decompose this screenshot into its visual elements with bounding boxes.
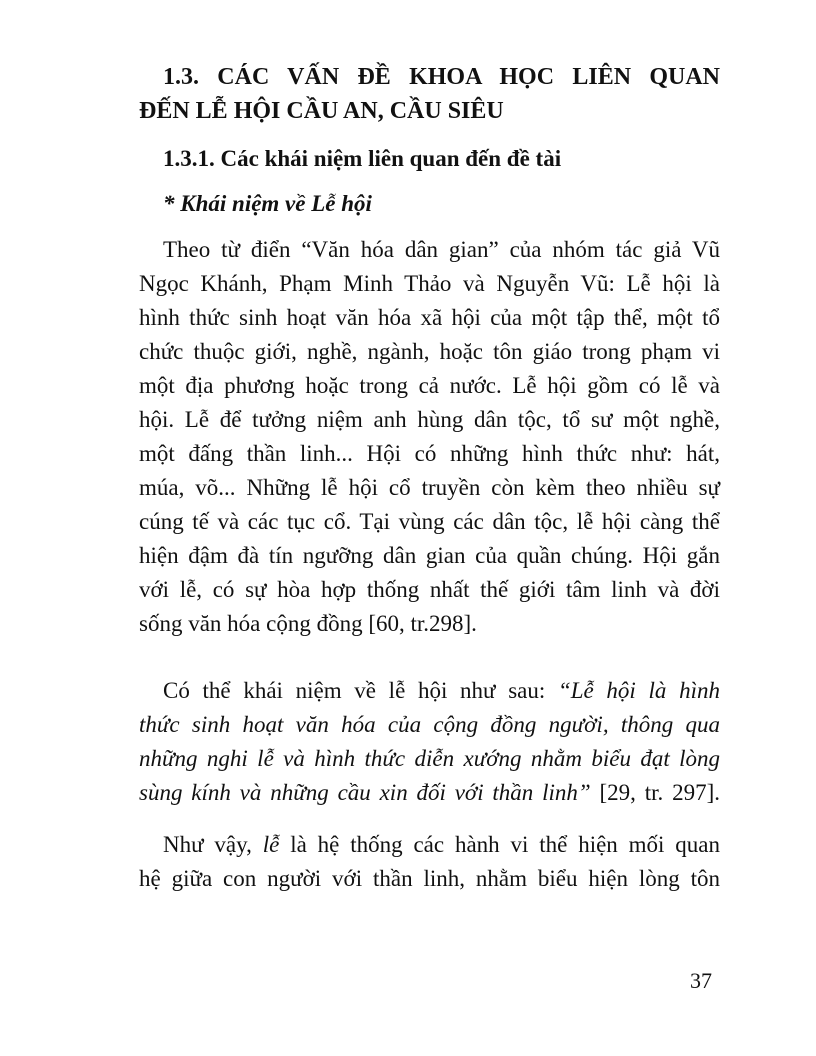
text-line: Ngọc Khánh, Phạm Minh Thảo và Nguyễn Vũ: Lễ hội là [139,271,720,296]
quote-text: sùng kính và những cầu xin đối với thần linh” [139,780,591,805]
text-line: một đấng thần linh... Hội có những hình thức như: hát, [139,441,720,466]
text-segment: Như vậy, [163,832,263,857]
subheading: 1.3.1. Các khái niệm liên quan đến đề tài [163,146,562,171]
text-line: hình thức sinh hoạt văn hóa xã hội của một tập thể, một tổ [139,305,720,330]
text-line: một địa phương hoặc trong cả nước. Lễ hội gồm có lễ và [139,373,720,398]
heading-line-2: ĐẾN LỄ HỘI CẦU AN, CẦU SIÊU [139,98,504,124]
quote-line: những nghi lễ và hình thức diễn xướng nhằm biểu đạt lòng [139,746,720,771]
text-line: hệ giữa con người với thần linh, nhằm biểu hiện lòng tôn [139,866,720,891]
text-line: chức thuộc giới, nghề, ngành, hoặc tôn giáo trong phạm vi [139,339,720,364]
emphasized-term: lễ [262,832,280,857]
text-line [163,830,720,860]
text-line: múa, võ... Những lễ hội cổ truyền còn kèm theo nhiều sự [139,475,720,500]
text-line: với lễ, có sự hòa hợp thống nhất thế giới tâm linh và đời [139,577,720,602]
quote-line: thức sinh hoạt văn hóa của cộng đồng người, thông qua [139,712,720,737]
text-line [139,778,720,808]
citation: [29, tr. 297]. [590,780,720,805]
text-line: hiện đậm đà tín ngưỡng dân gian của quần chúng. Hội gắn [139,543,720,568]
text-line: sống văn hóa cộng đồng [60, tr.298]. [139,611,477,636]
text-line: Theo từ điển “Văn hóa dân gian” của nhóm tác giả Vũ [163,237,720,262]
quote-text: “Lễ hội là hình [557,678,720,703]
text-line: cúng tế và các tục cổ. Tại vùng các dân tộc, lễ hội càng thể [139,509,720,534]
text-line [163,676,720,706]
text-line: hội. Lễ để tưởng niệm anh hùng dân tộc, tổ sư một nghề, [139,407,720,432]
intro-text: Có thể khái niệm về lễ hội như sau: [163,678,558,703]
text-segment: là hệ thống các hành vi thể hiện mối quan [279,832,720,857]
page-number: 37 [690,968,712,993]
subsubheading: * Khái niệm về Lễ hội [163,191,372,216]
heading-line-1: 1.3. CÁC VẤN ĐỀ KHOA HỌC LIÊN QUAN [163,64,720,90]
